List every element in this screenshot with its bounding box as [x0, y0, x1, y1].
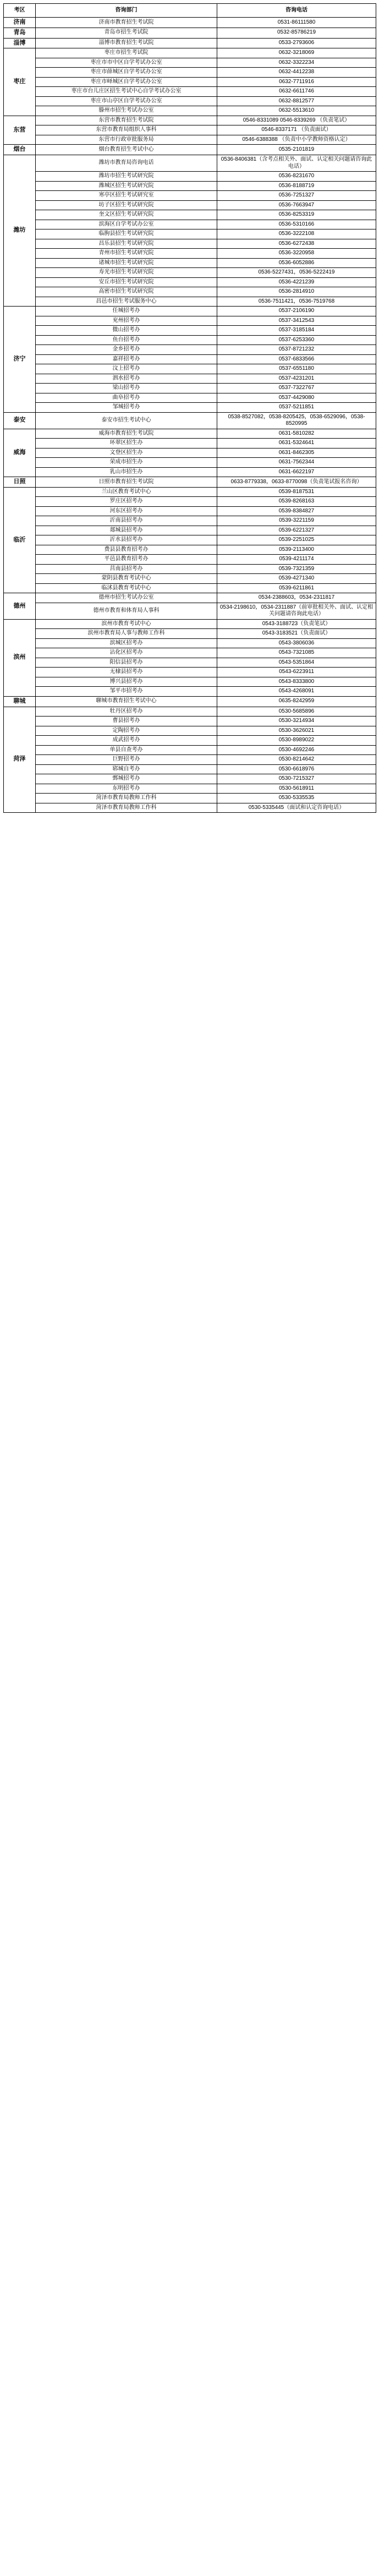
table-row	[4, 58, 376, 68]
table-row	[4, 803, 376, 813]
department-cell: 东营市行政审批服务局	[36, 135, 217, 145]
table-row	[4, 564, 376, 574]
department-cell: 高密市招生考试研究院	[36, 287, 217, 297]
phone-cell: 0530-7215327	[217, 774, 376, 784]
phone-cell: 0537-4231201	[217, 374, 376, 384]
department-cell: 成武招考办	[36, 736, 217, 746]
table-row	[4, 526, 376, 535]
table-row	[4, 68, 376, 78]
table-row	[4, 210, 376, 220]
table-row	[4, 506, 376, 516]
phone-cell: 0534-2388603，0534-2311817	[217, 593, 376, 603]
table-row	[4, 307, 376, 316]
table-row	[4, 191, 376, 201]
department-cell: 寒亭区招生考试研究室	[36, 191, 217, 201]
table-row	[4, 287, 376, 297]
phone-cell: 0536-6272438	[217, 239, 376, 249]
phone-cell: 0534-2198610，0534-2311887（前审批相关外、面试、认定相关问题请咨询此电话）	[217, 603, 376, 619]
department-cell: 淄博市教育招生考试院	[36, 38, 217, 48]
table-row	[4, 448, 376, 458]
table-row	[4, 364, 376, 374]
region-cell: 德州	[4, 593, 36, 620]
department-cell: 烟台教育招生考试中心	[36, 145, 217, 155]
table-row	[4, 145, 376, 155]
department-cell: 牡丹区招考办	[36, 707, 217, 717]
department-cell: 泗水招考办	[36, 374, 217, 384]
table-row	[4, 326, 376, 336]
table-row	[4, 384, 376, 393]
department-cell: 无棣县招考办	[36, 668, 217, 677]
phone-cell: 0530-5618911	[217, 784, 376, 794]
phone-cell: 0543-3183521（负责面试）	[217, 629, 376, 639]
phone-cell: 0633-8779338，0633-8770098（负责笔试报名咨询）	[217, 477, 376, 488]
table-row	[4, 116, 376, 125]
table-row	[4, 726, 376, 736]
department-cell: 莒南县招考办	[36, 564, 217, 574]
department-cell: 巨野招考办	[36, 755, 217, 765]
department-cell: 滕州市招生考试办公室	[36, 106, 217, 116]
department-cell: 曹县招考办	[36, 717, 217, 726]
table-row	[4, 696, 376, 707]
phone-cell: 0537-6551180	[217, 364, 376, 374]
phone-cell: 0543-4268091	[217, 687, 376, 697]
department-cell: 文登区招生办	[36, 448, 217, 458]
phone-cell: 0631-7562344	[217, 458, 376, 468]
phone-cell: 0632-3218069	[217, 48, 376, 58]
phone-cell: 0543-3806036	[217, 638, 376, 648]
phone-cell: 0632-7711916	[217, 77, 376, 87]
department-cell: 东营市教育局组织人事科	[36, 125, 217, 135]
region-cell: 青岛	[4, 28, 36, 38]
table-row	[4, 535, 376, 545]
phone-cell: 0530-5685896	[217, 707, 376, 717]
department-cell: 枣庄市台儿庄区招生考试中心自学考试办公室	[36, 87, 217, 97]
table-row	[4, 374, 376, 384]
department-cell: 曲阜招考办	[36, 393, 217, 403]
column-header-department: 咨询部门	[36, 4, 217, 18]
department-cell: 潍坊市招生考试研究院	[36, 172, 217, 182]
table-row	[4, 335, 376, 345]
department-cell: 日照市教育招生考试院	[36, 477, 217, 488]
table-row	[4, 38, 376, 48]
region-cell: 东营	[4, 116, 36, 145]
phone-cell: 0536-8231670	[217, 172, 376, 182]
phone-cell: 0537-7322767	[217, 384, 376, 393]
department-cell: 昌乐县招生考试研究院	[36, 239, 217, 249]
region-cell: 烟台	[4, 145, 36, 155]
table-row	[4, 403, 376, 413]
department-cell: 菏泽市教育局教师工作科	[36, 794, 217, 803]
table-row	[4, 249, 376, 259]
department-cell: 鱼台招考办	[36, 335, 217, 345]
phone-cell: 0532-85786219	[217, 28, 376, 38]
department-cell: 枣庄市招生考试院	[36, 48, 217, 58]
department-cell: 滨州市教育局人事与教师工作科	[36, 629, 217, 639]
department-cell: 临沭县教育考试中心	[36, 583, 217, 593]
phone-cell: 0537-2106190	[217, 307, 376, 316]
table-row	[4, 745, 376, 755]
department-cell: 郯城县招考办	[36, 526, 217, 535]
phone-cell: 0536-3222108	[217, 229, 376, 239]
department-cell: 滨海区自学考试办公室	[36, 220, 217, 229]
department-cell: 德州市教育和体育局人事科	[36, 603, 217, 619]
phone-cell: 0539-6211861	[217, 583, 376, 593]
phone-cell: 0530-6618976	[217, 764, 376, 774]
table-row	[4, 96, 376, 106]
department-cell: 金乡招考办	[36, 345, 217, 355]
phone-cell: 0536-8188719	[217, 181, 376, 191]
department-cell: 环翠区招生办	[36, 439, 217, 449]
phone-cell: 0631-8462305	[217, 448, 376, 458]
table-row	[4, 239, 376, 249]
department-cell: 枣庄市薛城区自学考试办公室	[36, 68, 217, 78]
table-row	[4, 755, 376, 765]
department-cell: 滨州市教育考试中心	[36, 619, 217, 629]
department-cell: 潍坊市教育局咨询电话	[36, 155, 217, 172]
table-row	[4, 736, 376, 746]
phone-cell: 0539-2251025	[217, 535, 376, 545]
phone-cell: 0539-4211174	[217, 555, 376, 565]
department-cell: 汶上招考办	[36, 364, 217, 374]
table-row	[4, 687, 376, 697]
phone-cell: 0539-3221159	[217, 516, 376, 526]
phone-cell: 0535-2101819	[217, 145, 376, 155]
phone-cell: 0546-6388388 （负责中小学教师资格认定）	[217, 135, 376, 145]
department-cell: 邹平市招考办	[36, 687, 217, 697]
table-row	[4, 220, 376, 229]
table-row	[4, 629, 376, 639]
table-row	[4, 77, 376, 87]
phone-cell: 0537-4429080	[217, 393, 376, 403]
department-cell: 鄄城招考办	[36, 774, 217, 784]
phone-cell: 0539-2113400	[217, 545, 376, 555]
table-row	[4, 439, 376, 449]
table-row	[4, 638, 376, 648]
department-cell: 泰安市招生考试中心	[36, 412, 217, 429]
region-cell: 潍坊	[4, 155, 36, 307]
table-row	[4, 658, 376, 668]
region-cell: 临沂	[4, 487, 36, 593]
phone-cell: 0530-4692246	[217, 745, 376, 755]
phone-cell: 0537-6833566	[217, 354, 376, 364]
department-cell: 沾化区招考办	[36, 648, 217, 658]
phone-cell: 0533-2793606	[217, 38, 376, 48]
table-row	[4, 574, 376, 584]
phone-cell: 0539-8187531	[217, 487, 376, 497]
department-cell: 坊子区招生考试研究院	[36, 200, 217, 210]
department-cell: 威海市教育招生考试院	[36, 429, 217, 439]
table-row	[4, 717, 376, 726]
table-row	[4, 677, 376, 687]
department-cell: 枣庄市市中区自学考试办公室	[36, 58, 217, 68]
department-cell: 菏泽市教育局教师工作科	[36, 803, 217, 813]
phone-cell: 0536-4221239	[217, 277, 376, 287]
phone-cell: 0539-6221327	[217, 526, 376, 535]
phone-cell: 0546-8331089 0546-8339269 （负责笔试）	[217, 116, 376, 125]
table-row	[4, 345, 376, 355]
department-cell: 青岛市招生考试院	[36, 28, 217, 38]
phone-cell: 0538-8527082，0538-8205425，0538-6529096，0538-8520995	[217, 412, 376, 429]
column-header-region: 考区	[4, 4, 36, 18]
department-cell: 青州市招生考试研究院	[36, 249, 217, 259]
phone-cell: 0531-86111580	[217, 18, 376, 28]
region-cell: 济南	[4, 18, 36, 28]
department-cell: 沂水县招考办	[36, 535, 217, 545]
department-cell: 荣成市招生办	[36, 458, 217, 468]
table-row	[4, 181, 376, 191]
phone-cell: 0543-7321085	[217, 648, 376, 658]
table-row	[4, 555, 376, 565]
table-row	[4, 87, 376, 97]
phone-cell: 0536-5227431，0536-5222419	[217, 268, 376, 278]
department-cell: 博兴县招考办	[36, 677, 217, 687]
table-row	[4, 172, 376, 182]
table-row	[4, 707, 376, 717]
table-row	[4, 774, 376, 784]
region-cell: 淄博	[4, 38, 36, 48]
table-row	[4, 668, 376, 677]
table-row	[4, 497, 376, 507]
department-cell: 昌邑市招生考试服务中心	[36, 297, 217, 307]
department-cell: 诸城市招生考试研究院	[36, 258, 217, 268]
department-cell: 罗庄区招考办	[36, 497, 217, 507]
department-cell: 蒙阴县教育考试中心	[36, 574, 217, 584]
phone-cell: 0536-8406381（含考点相关外、面试、认定相关问题请咨询此电话）	[217, 155, 376, 172]
table-row	[4, 155, 376, 172]
phone-cell: 0530-5335445（面试和认定咨询电话）	[217, 803, 376, 813]
table-row	[4, 619, 376, 629]
table-row	[4, 593, 376, 603]
phone-cell: 0539-4271340	[217, 574, 376, 584]
department-cell: 济南市教育招生考试院	[36, 18, 217, 28]
table-row	[4, 583, 376, 593]
phone-cell: 0537-6253360	[217, 335, 376, 345]
table-row	[4, 393, 376, 403]
table-row	[4, 545, 376, 555]
phone-cell: 0536-7251327	[217, 191, 376, 201]
phone-cell: 0536-3220958	[217, 249, 376, 259]
department-cell: 德州市招生考试办公室	[36, 593, 217, 603]
region-cell: 泰安	[4, 412, 36, 429]
phone-cell: 0631-5324641	[217, 439, 376, 449]
department-cell: 滨城区招考办	[36, 638, 217, 648]
department-cell: 单县自查考办	[36, 745, 217, 755]
table-row	[4, 277, 376, 287]
table-row	[4, 28, 376, 38]
table-row	[4, 297, 376, 307]
phone-cell: 0537-5211851	[217, 403, 376, 413]
table-row	[4, 106, 376, 116]
department-cell: 寿光市招生考试研究院	[36, 268, 217, 278]
phone-cell: 0536-6052886	[217, 258, 376, 268]
department-cell: 枣庄市山亭区自学考试办公室	[36, 96, 217, 106]
department-cell: 兰山区教育考试中心	[36, 487, 217, 497]
phone-cell: 0530-3214934	[217, 717, 376, 726]
table-row	[4, 125, 376, 135]
contact-table-sheet	[0, 0, 379, 818]
department-cell: 安丘市招生考试研究院	[36, 277, 217, 287]
department-cell: 河东区招考办	[36, 506, 217, 516]
phone-cell: 0539-7321359	[217, 564, 376, 574]
table-row	[4, 429, 376, 439]
department-cell: 潍城区招生考试研究院	[36, 181, 217, 191]
department-cell: 沂南县招考办	[36, 516, 217, 526]
phone-cell: 0632-3322234	[217, 58, 376, 68]
phone-cell: 0543-3188723（负责笔试）	[217, 619, 376, 629]
phone-cell: 0539-8384827	[217, 506, 376, 516]
contact-table	[3, 3, 376, 813]
table-row	[4, 268, 376, 278]
department-cell: 兖州招考办	[36, 316, 217, 326]
table-row	[4, 48, 376, 58]
table-row	[4, 18, 376, 28]
table-row	[4, 784, 376, 794]
table-head	[4, 4, 376, 18]
phone-cell: 0537-8721232	[217, 345, 376, 355]
phone-cell: 0537-3185184	[217, 326, 376, 336]
department-cell: 东营市教育招生考试院	[36, 116, 217, 125]
phone-cell: 0543-5351864	[217, 658, 376, 668]
table-row	[4, 412, 376, 429]
department-cell: 微山招考办	[36, 326, 217, 336]
phone-cell: 0536-2814910	[217, 287, 376, 297]
table-header-row	[4, 4, 376, 18]
table-row	[4, 258, 376, 268]
region-cell: 滨州	[4, 619, 36, 696]
phone-cell: 0543-6223911	[217, 668, 376, 677]
department-cell: 嘉祥招考办	[36, 354, 217, 364]
region-cell: 菏泽	[4, 707, 36, 813]
table-row	[4, 516, 376, 526]
phone-cell: 0530-8989022	[217, 736, 376, 746]
table-row	[4, 764, 376, 774]
phone-cell: 0530-8214642	[217, 755, 376, 765]
region-cell: 济宁	[4, 307, 36, 413]
phone-cell: 0632-4412238	[217, 68, 376, 78]
department-cell: 阳信县招考办	[36, 658, 217, 668]
region-cell: 枣庄	[4, 48, 36, 116]
table-body	[4, 18, 376, 813]
phone-cell: 0530-3626021	[217, 726, 376, 736]
phone-cell: 0536-8253319	[217, 210, 376, 220]
phone-cell: 0546-8337171 （负责面试）	[217, 125, 376, 135]
department-cell: 平邑县教育招考办	[36, 555, 217, 565]
department-cell: 梁山招考办	[36, 384, 217, 393]
table-row	[4, 487, 376, 497]
phone-cell: 0539-8268163	[217, 497, 376, 507]
department-cell: 郓城自考办	[36, 764, 217, 774]
phone-cell: 0530-5335535	[217, 794, 376, 803]
table-row	[4, 794, 376, 803]
department-cell: 临朐县招生考试研究院	[36, 229, 217, 239]
table-row	[4, 467, 376, 477]
phone-cell: 0632-8812577	[217, 96, 376, 106]
phone-cell: 0635-8242959	[217, 696, 376, 707]
phone-cell: 0632-6611746	[217, 87, 376, 97]
region-cell: 聊城	[4, 696, 36, 707]
department-cell: 枣庄市峄城区自学考试办公室	[36, 77, 217, 87]
table-row	[4, 316, 376, 326]
table-row	[4, 229, 376, 239]
department-cell: 费县县教育招考办	[36, 545, 217, 555]
phone-cell: 0543-8333800	[217, 677, 376, 687]
table-row	[4, 135, 376, 145]
table-row	[4, 200, 376, 210]
department-cell: 定陶招考办	[36, 726, 217, 736]
table-row	[4, 477, 376, 488]
department-cell: 奎文区招生考试研究院	[36, 210, 217, 220]
department-cell: 东明招考办	[36, 784, 217, 794]
phone-cell: 0631-6622197	[217, 467, 376, 477]
phone-cell: 0536-5310166	[217, 220, 376, 229]
column-header-phone: 咨询电话	[217, 4, 376, 18]
department-cell: 乳山市招生办	[36, 467, 217, 477]
phone-cell: 0537-3412543	[217, 316, 376, 326]
department-cell: 聊城市教育招生考试中心	[36, 696, 217, 707]
table-row	[4, 603, 376, 619]
region-cell: 威海	[4, 429, 36, 477]
region-cell: 日照	[4, 477, 36, 488]
phone-cell: 0536-7663947	[217, 200, 376, 210]
department-cell: 任城招考办	[36, 307, 217, 316]
phone-cell: 0631-5810282	[217, 429, 376, 439]
table-row	[4, 458, 376, 468]
phone-cell: 0632-5513610	[217, 106, 376, 116]
table-row	[4, 354, 376, 364]
table-row	[4, 648, 376, 658]
phone-cell: 0536-7511421，0536-7519768	[217, 297, 376, 307]
department-cell: 邹城招考办	[36, 403, 217, 413]
